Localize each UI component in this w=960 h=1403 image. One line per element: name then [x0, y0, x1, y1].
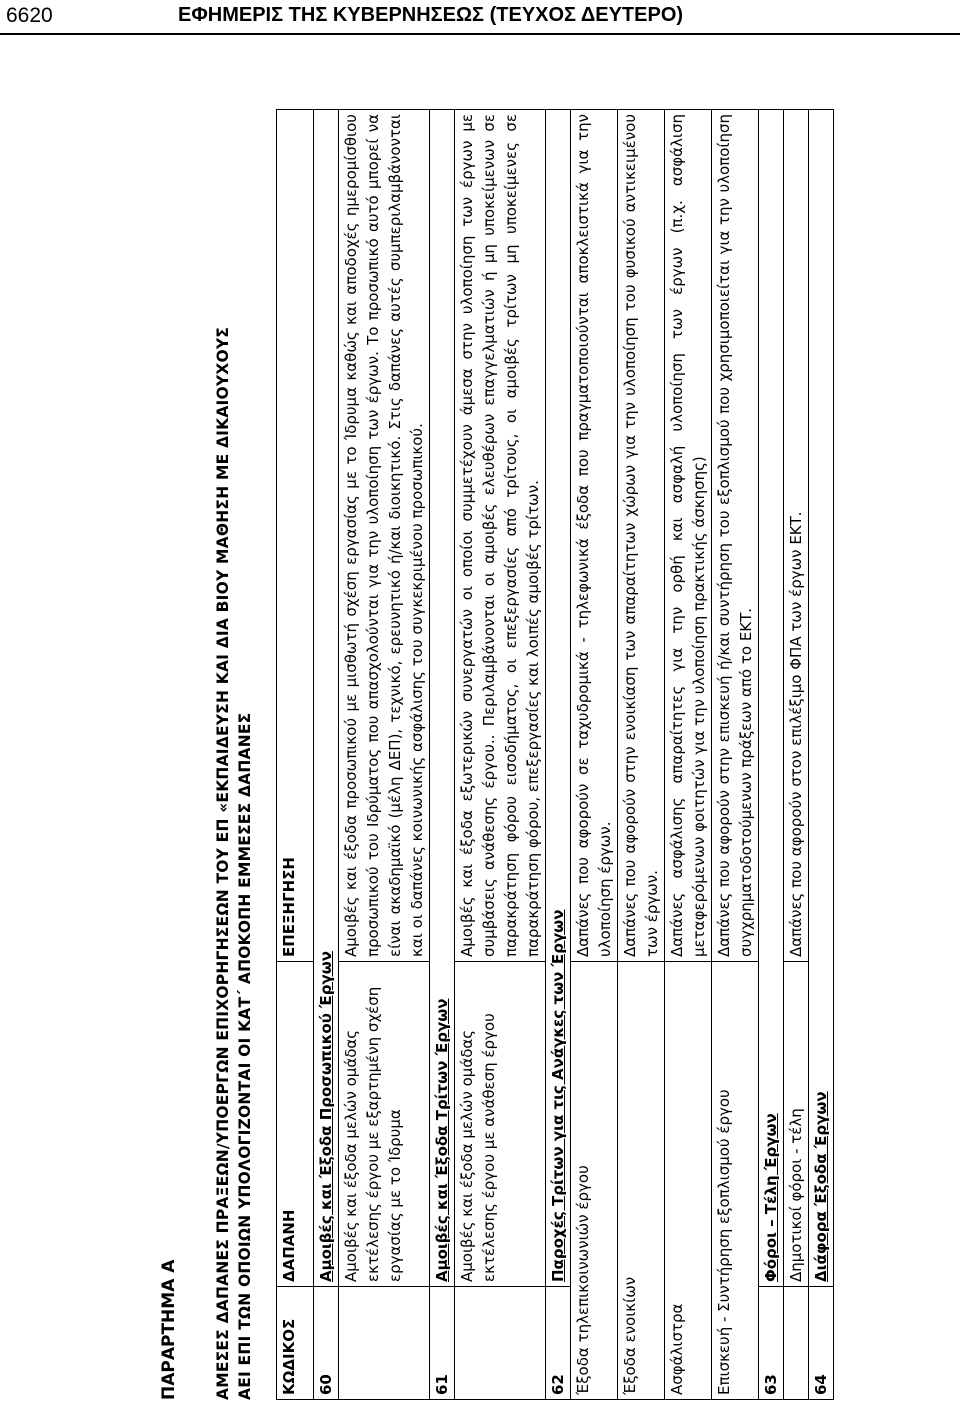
description-cell: Αμοιβές και έξοδα προσωπικού με μισθωτή σχέση εργασίας με το Ίδρυμα καθώς και αποδοχές ημερομίσθιου προσωπικού του Ιδρύματος που απασχολούνται για την υλοποίηση των έργων. Το προσωπικό αυτό μπορεί να είναι ακαδημαϊκό (μέλη ΔΕΠ), τεχνικό, ερευνητικό ή/και διοικητικό. Στις δαπάνες αυτές συμπεριλαμβάνονται και οι δαπάνες κοινωνικής ασφάλισης του συγκεκριμένου προσωπικού.: [339, 110, 430, 962]
table-row: [712, 110, 759, 1400]
group-row-63: [759, 110, 784, 1400]
code-cell-empty: [455, 1287, 546, 1400]
group-label-cell: [759, 110, 784, 1287]
expense-cell: Έξοδα τηλεπικοινωνιών έργου: [571, 962, 618, 1400]
table-row: [618, 110, 665, 1400]
group-code: 63: [759, 1287, 784, 1400]
gazette-title: ΕΦΗΜΕΡΙΣ ΤΗΣ ΚΥΒΕΡΝΗΣΕΩΣ (ΤΕΥΧΟΣ ΔΕΥΤΕΡΟ): [178, 4, 684, 26]
expense-cell: Ασφάλιστρα: [665, 962, 712, 1400]
annex-heading-line-1: ΑΜΕΣΕΣ ΔΑΠΑΝΕΣ ΠΡΑΞΕΩΝ/ΥΠΟΕΡΓΩΝ ΕΠΙΧΟΡΗΓΗΣΕΩΝ ΤΟΥ ΕΠ «ΕΚΠΑΙΔΕΥΣΗ ΚΑΙ ΔΙΑ ΒΙΟΥ ΜΑΘΗΣΗ ΜΕ ΔΙΚΑΙΟΥΧΟΥΣ: [214, 326, 232, 1400]
annex-page: [152, 110, 952, 1400]
group-code: 61: [430, 1287, 455, 1400]
group-label-cell: [809, 110, 834, 1287]
group-row-62: [546, 110, 571, 1400]
table-header-row: [277, 110, 314, 1400]
group-label-cell: [314, 110, 339, 1287]
description-cell: Αμοιβές και έξοδα εξωτερικών συνεργατών οι οποίοι συμμετέχουν άμεσα στην υλοποίηση των έργων με συμβάσεις ανάθεσης έργου.. Περιλαμβάνονται οι αμοιβές ελευθέρων επαγγελματιών ή μη υποκείμενων σε παρακράτηση φόρου εισοδήματος, οι επεξεργασίες από τρίτους, οι αμοιβές τρίτων μη υποκείμενες σε παρακράτηση φόρου, επεξεργασίες και λοιπές αμοιβές τρίτων.: [455, 110, 546, 962]
expense-cell: Αμοιβές και έξοδα μελών ομάδας εκτέλεσης έργου με εξαρτημένη σχέση εργασίας με το Ίδρυμα: [339, 962, 430, 1287]
table-row: [571, 110, 618, 1400]
group-label: Διάφορα Έξοδα Έργων: [812, 1091, 830, 1282]
group-code: 60: [314, 1287, 339, 1400]
running-header: [0, 0, 960, 40]
table-row: [455, 110, 546, 1400]
group-label-cell: [430, 110, 455, 1287]
table-row: [665, 110, 712, 1400]
annex-title: ΠΑΡΑΡΤΗΜΑ Α: [159, 1259, 179, 1400]
group-label: Παροχές Τρίτων για τις Ανάγκες των Έργων: [549, 909, 567, 1282]
group-label: Φόροι – Τέλη Έργων: [762, 1113, 780, 1282]
group-label-cell: [546, 110, 571, 1287]
table-row: [339, 110, 430, 1400]
header-code: ΚΩΔΙΚΟΣ: [277, 1287, 314, 1400]
header-rule: [0, 33, 960, 35]
description-cell: Δαπάνες που αφορούν στην επισκευή ή/και συντήρηση του εξοπλισμού που χρησιμοποιείται για την υλοποίηση συγχρηματοδοτούμενων πράξεων από το ΕΚΤ.: [712, 110, 759, 962]
description-cell: Δαπάνες ασφάλισης απαραίτητες για την ορθή και ασφαλή υλοποίηση των έργων (π.χ. ασφάλιση μεταφερόμενων φοιτητών για την υλοποίηση πρακτικής άσκησης): [665, 110, 712, 962]
group-row-64: [809, 110, 834, 1400]
code-cell-empty: [784, 1287, 809, 1400]
group-row-60: [314, 110, 339, 1400]
description-cell: Δαπάνες που αφορούν στον επιλέξιμο ΦΠΑ των έργων ΕΚΤ.: [784, 110, 809, 962]
group-code: 62: [546, 1287, 571, 1400]
group-row-61: [430, 110, 455, 1400]
page-number: 6620: [6, 4, 53, 27]
group-code: 64: [809, 1287, 834, 1400]
header-explanation: ΕΠΕΞΗΓΗΣΗ: [277, 110, 314, 962]
expense-cell: Δημοτικοί φόροι - τέλη: [784, 962, 809, 1287]
annex-heading-line-2: ΑΕΙ ΕΠΙ ΤΩΝ ΟΠΟΙΩΝ ΥΠΟΛΟΓΙΖΟΝΤΑΙ ΟΙ ΚΑΤ΄ ΑΠΟΚΟΠΗ ΕΜΜΕΣΕΣ ΔΑΠΑΝΕΣ: [236, 712, 254, 1400]
header-expense: ΔΑΠΑΝΗ: [277, 962, 314, 1287]
group-label: Αμοιβές και Έξοδα Τρίτων Έργων: [433, 998, 451, 1282]
expense-cell: Επισκευή - Συντήρηση εξοπλισμού έργου: [712, 962, 759, 1400]
description-cell: Δαπάνες που αφορούν σε ταχυδρομικά - τηλεφωνικά έξοδα που πραγματοποιούνται αποκλειστικά για την υλοποίηση έργων.: [571, 110, 618, 962]
expense-cell: Αμοιβές και έξοδα μελών ομάδας εκτέλεσης έργου με ανάθεση έργου: [455, 962, 546, 1287]
expense-cell: Έξοδα ενοικίων: [618, 962, 665, 1400]
table-row: [784, 110, 809, 1400]
code-cell-empty: [339, 1287, 430, 1400]
description-cell: Δαπάνες που αφορούν στην ενοικίαση των απαραίτητων χώρων για την υλοποίηση του φυσικού αντικειμένου των έργων.: [618, 110, 665, 962]
expenses-table: [276, 109, 834, 1400]
group-label: Αμοιβές και Έξοδα Προσωπικού Έργων: [317, 951, 335, 1282]
